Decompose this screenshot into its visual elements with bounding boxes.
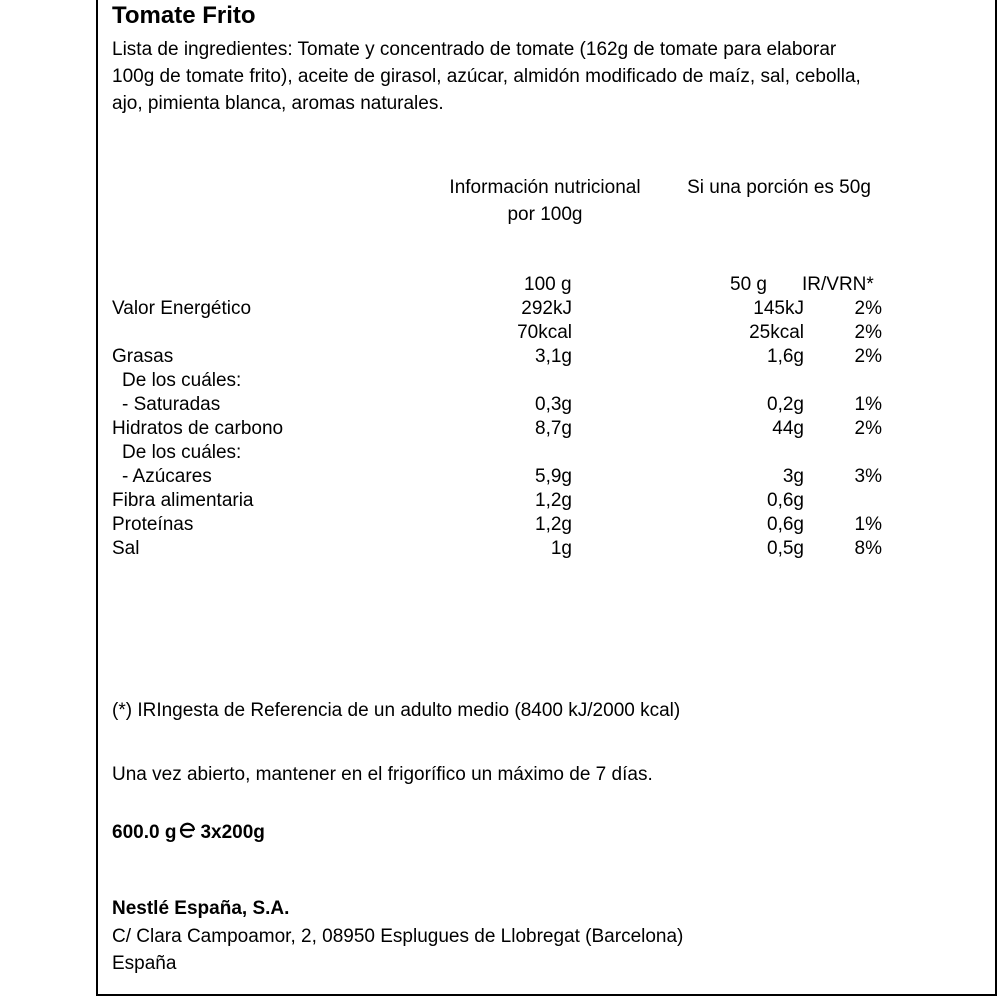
column-header-ir: IR/VRN* [802, 274, 874, 295]
nutrient-ir-percent: 2% [854, 322, 882, 343]
column-header-50g: 50 g [730, 274, 767, 295]
net-weight-value: 600.0 g [112, 822, 177, 843]
nutrient-value-100g: 70kcal [517, 322, 572, 343]
nutrient-value-50g: 44g [772, 418, 804, 439]
nutrient-value-100g: 1,2g [535, 490, 572, 511]
nutrient-value-50g: 0,2g [767, 394, 804, 415]
nutrient-value-100g: 3,1g [535, 346, 572, 367]
nutrient-value-100g: 1g [550, 538, 572, 559]
nutrient-label: - Saturadas [122, 394, 221, 415]
ingredients-list: Lista de ingredientes: Tomate y concentrado de tomate (162g de tomate para elaborar 100g de tomate frito), aceite de girasol, azúcar, almidón modificado de maíz, sal, cebolla, ajo, pimienta blanca, aromas naturales. [112, 39, 861, 114]
company-address: C/ Clara Campoamor, 2, 08950 Esplugues de Llobregat (Barcelona) [112, 926, 684, 947]
nutrient-label: Hidratos de carbono [112, 418, 284, 439]
nutrient-value-50g: 3g [782, 466, 804, 487]
nutrient-label: De los cuáles: [122, 442, 242, 463]
nutrition-header-portion: Si una porción es 50g [687, 177, 871, 198]
storage-instructions: Una vez abierto, mantener en el frigorífico un máximo de 7 días. [112, 764, 653, 785]
nutrient-label: Proteínas [112, 514, 194, 535]
nutrient-label: - Azúcares [122, 466, 212, 487]
nutrient-value-100g: 292kJ [521, 298, 572, 319]
nutrient-ir-percent: 1% [854, 394, 882, 415]
nutrient-ir-percent: 2% [854, 346, 882, 367]
net-weight [112, 820, 265, 846]
nutrient-ir-percent: 1% [854, 514, 882, 535]
nutrient-value-50g: 145kJ [753, 298, 804, 319]
nutrient-value-100g: 0,3g [535, 394, 572, 415]
nutrition-header-100-title: Información nutricional [449, 177, 641, 198]
estimated-sign-icon [178, 820, 198, 846]
nutrient-label: Valor Energético [112, 298, 252, 319]
company-country: España [112, 953, 177, 974]
nutrient-ir-percent: 3% [854, 466, 882, 487]
nutrient-value-100g: 5,9g [535, 466, 572, 487]
column-header-100g: 100 g [524, 274, 572, 295]
nutrient-ir-percent: 8% [854, 538, 882, 559]
product-title: Tomate Frito [112, 2, 256, 29]
nutrient-value-50g: 1,6g [767, 346, 804, 367]
nutrition-header-100-sub: por 100g [507, 204, 583, 225]
nutrient-ir-percent: 2% [854, 418, 882, 439]
nutrient-label: De los cuáles: [122, 370, 242, 391]
company-name: Nestlé España, S.A. [112, 898, 290, 919]
nutrient-value-100g: 1,2g [535, 514, 572, 535]
nutrient-ir-percent: 2% [854, 298, 882, 319]
nutrition-header-100 [435, 174, 655, 228]
nutrient-value-50g: 0,5g [767, 538, 804, 559]
nutrient-value-50g: 0,6g [767, 490, 804, 511]
pack-format: 3x200g [200, 822, 265, 843]
nutrient-value-50g: 0,6g [767, 514, 804, 535]
footnote: (*) IRIngesta de Referencia de un adulto medio (8400 kJ/2000 kcal) [112, 700, 681, 721]
nutrient-value-50g: 25kcal [749, 322, 804, 343]
nutrient-value-100g: 8,7g [535, 418, 572, 439]
nutrient-label: Grasas [112, 346, 174, 367]
nutrient-label: Fibra alimentaria [112, 490, 254, 511]
nutrient-label: Sal [112, 538, 140, 559]
